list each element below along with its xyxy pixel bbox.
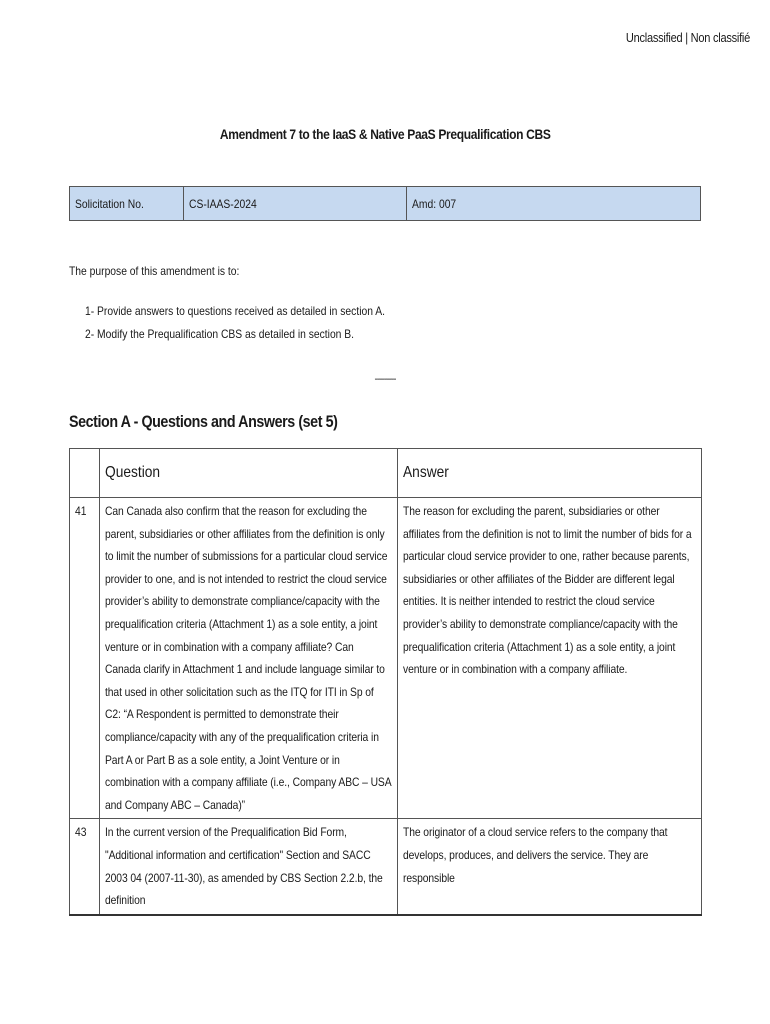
question-text: In the current version of the Prequalification Bid Form, "Additional information and certification" Section and SACC 2003 04 (2007-11-30), as amended by CBS Section 2.2.b, the definition (105, 825, 383, 908)
solicitation-row (70, 187, 701, 221)
question-number (70, 498, 100, 819)
qa-header-answer (398, 449, 702, 498)
qa-header-question (100, 449, 398, 498)
qa-header-number (70, 449, 100, 498)
answer-cell (398, 498, 702, 819)
answer-cell (398, 819, 702, 915)
solicitation-table (69, 186, 701, 221)
answer-text: The originator of a cloud service refers to the company that develops, produces, and delivers the service. They are responsible (403, 825, 668, 885)
qa-table (69, 448, 702, 916)
amendment-number: Amd: 007 (412, 196, 457, 211)
question-number (70, 819, 100, 915)
document-title (0, 126, 770, 142)
solicitation-label: Solicitation No. (75, 196, 144, 211)
table-row (70, 819, 702, 915)
purpose-intro-text: The purpose of this amendment is to: (69, 264, 240, 278)
solicitation-number: CS-IAAS-2024 (189, 196, 257, 211)
purpose-list-item (85, 300, 434, 323)
purpose-list (85, 300, 434, 346)
question-number-text: 41 (75, 504, 87, 518)
question-text: Can Canada also confirm that the reason for excluding the parent, subsidiaries or other affiliates from the definition is only to limit the number of submissions for a particular cloud service provider to one, and is not intended to restrict the cloud service provider’s ability to demonstrate compliance/capacity with the prequalification criteria (Attachment 1) as a sole entity, a joint venture or in combination with a company affiliate? Can Canada clarify in Attachment 1 and include language similar to that used in other solicitation such as the ITQ for ITI in Sp of C2: “A Respondent is permitted to demonstrate their compliance/capacity with any of the prequalification criteria in Part A or Part B as a sole entity, a Joint Venture or in combination with a company affiliate (i.e., Company ABC – USA and Company ABC – Canada)” (105, 504, 391, 812)
qa-header-row (70, 449, 702, 498)
table-row (70, 498, 702, 819)
question-cell (100, 498, 398, 819)
purpose-intro (69, 264, 267, 278)
qa-header-question-text: Question (105, 464, 161, 481)
question-number-text: 43 (75, 825, 87, 840)
section-divider: --------- (374, 374, 396, 385)
solicitation-number-cell (184, 187, 407, 221)
qa-header-answer-text: Answer (403, 464, 449, 481)
section-a-heading (69, 412, 389, 432)
purpose-list-item (85, 323, 434, 346)
purpose-item-2: 2- Modify the Prequalification CBS as detailed in section B. (85, 327, 355, 341)
answer-text: The reason for excluding the parent, subsidiaries or other affiliates from the definition is not to limit the number of bids for a particular cloud service provider to one, rather because parents, subsidiaries or other affiliates of the Bidder are different legal entities. It is neither intended to restrict the cloud service provider’s ability to demonstrate compliance/capacity with the prequalification criteria (Attachment 1) as a sole entity, a joint venture or in combination with a company affiliate. (403, 504, 692, 677)
amendment-number-cell (407, 187, 701, 221)
section-a-heading-text: Section A - Questions and Answers (set 5) (69, 412, 338, 431)
document-title-text: Amendment 7 to the IaaS & Native PaaS Prequalification CBS (219, 126, 551, 142)
classification-marking: Unclassified | Non classifié (625, 30, 750, 45)
question-cell (100, 819, 398, 915)
solicitation-label-cell (70, 187, 184, 221)
purpose-item-1: 1- Provide answers to questions received as detailed in section A. (85, 304, 386, 318)
